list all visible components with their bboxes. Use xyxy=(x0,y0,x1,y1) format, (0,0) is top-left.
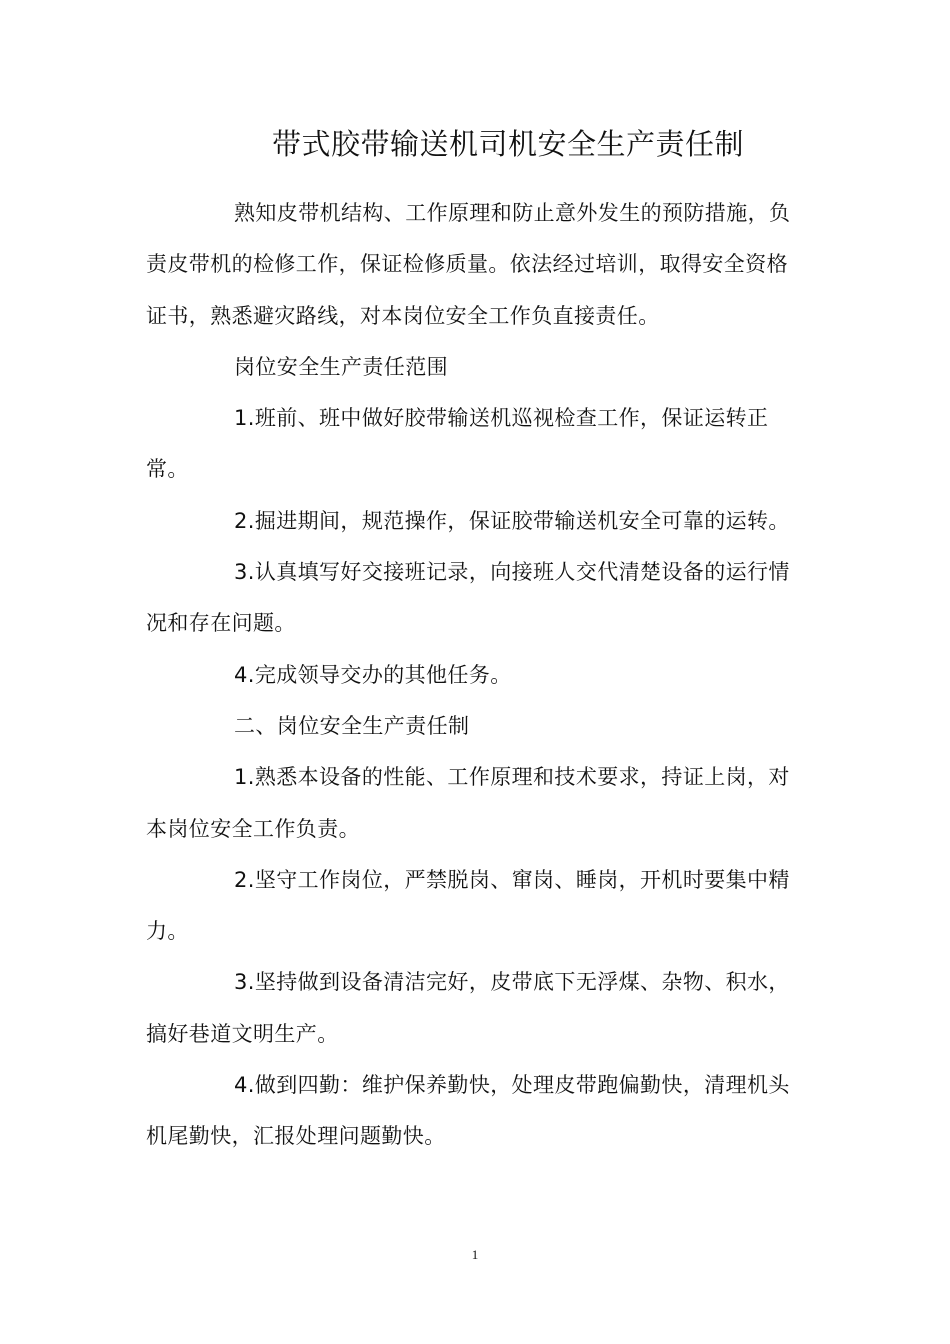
section-heading-scope: 岗位安全生产责任范围 xyxy=(234,354,448,379)
section-heading-responsibility: 二、岗位安全生产责任制 xyxy=(234,713,470,738)
scope-item-3: 3.认真填写好交接班记录，向接班人交代清楚设备的运行情况和存在问题。 xyxy=(146,560,790,636)
scope-item-1: 1.班前、班中做好胶带输送机巡视检查工作，保证运转正常。 xyxy=(146,406,769,482)
document-title: 带式胶带输送机司机安全生产责任制 xyxy=(271,127,744,161)
intro-paragraph: 熟知皮带机结构、工作原理和防止意外发生的预防措施，负责皮带机的检修工作，保证检修质量。依法经过培训，取得安全资格证书，熟悉避灾路线，对本岗位安全工作负直接责任。 xyxy=(146,201,791,328)
document-body xyxy=(146,188,796,1163)
page-number: 1 xyxy=(471,1247,479,1262)
scope-item-4: 4.完成领导交办的其他任务。 xyxy=(234,662,512,687)
responsibility-item-4: 4.做到四勤：维护保养勤快，处理皮带跑偏勤快，清理机头机尾勤快，汇报处理问题勤快。 xyxy=(146,1073,790,1149)
responsibility-item-1: 1.熟悉本设备的性能、工作原理和技术要求，持证上岗，对本岗位安全工作负责。 xyxy=(146,765,790,841)
responsibility-item-2: 2.坚守工作岗位，严禁脱岗、窜岗、睡岗，开机时要集中精力。 xyxy=(146,867,790,944)
responsibility-item-3: 3.坚持做到设备清洁完好，皮带底下无浮煤、杂物、积水，搞好巷道文明生产。 xyxy=(146,970,790,1046)
scope-item-2: 2.掘进期间，规范操作，保证胶带输送机安全可靠的运转。 xyxy=(234,508,790,533)
